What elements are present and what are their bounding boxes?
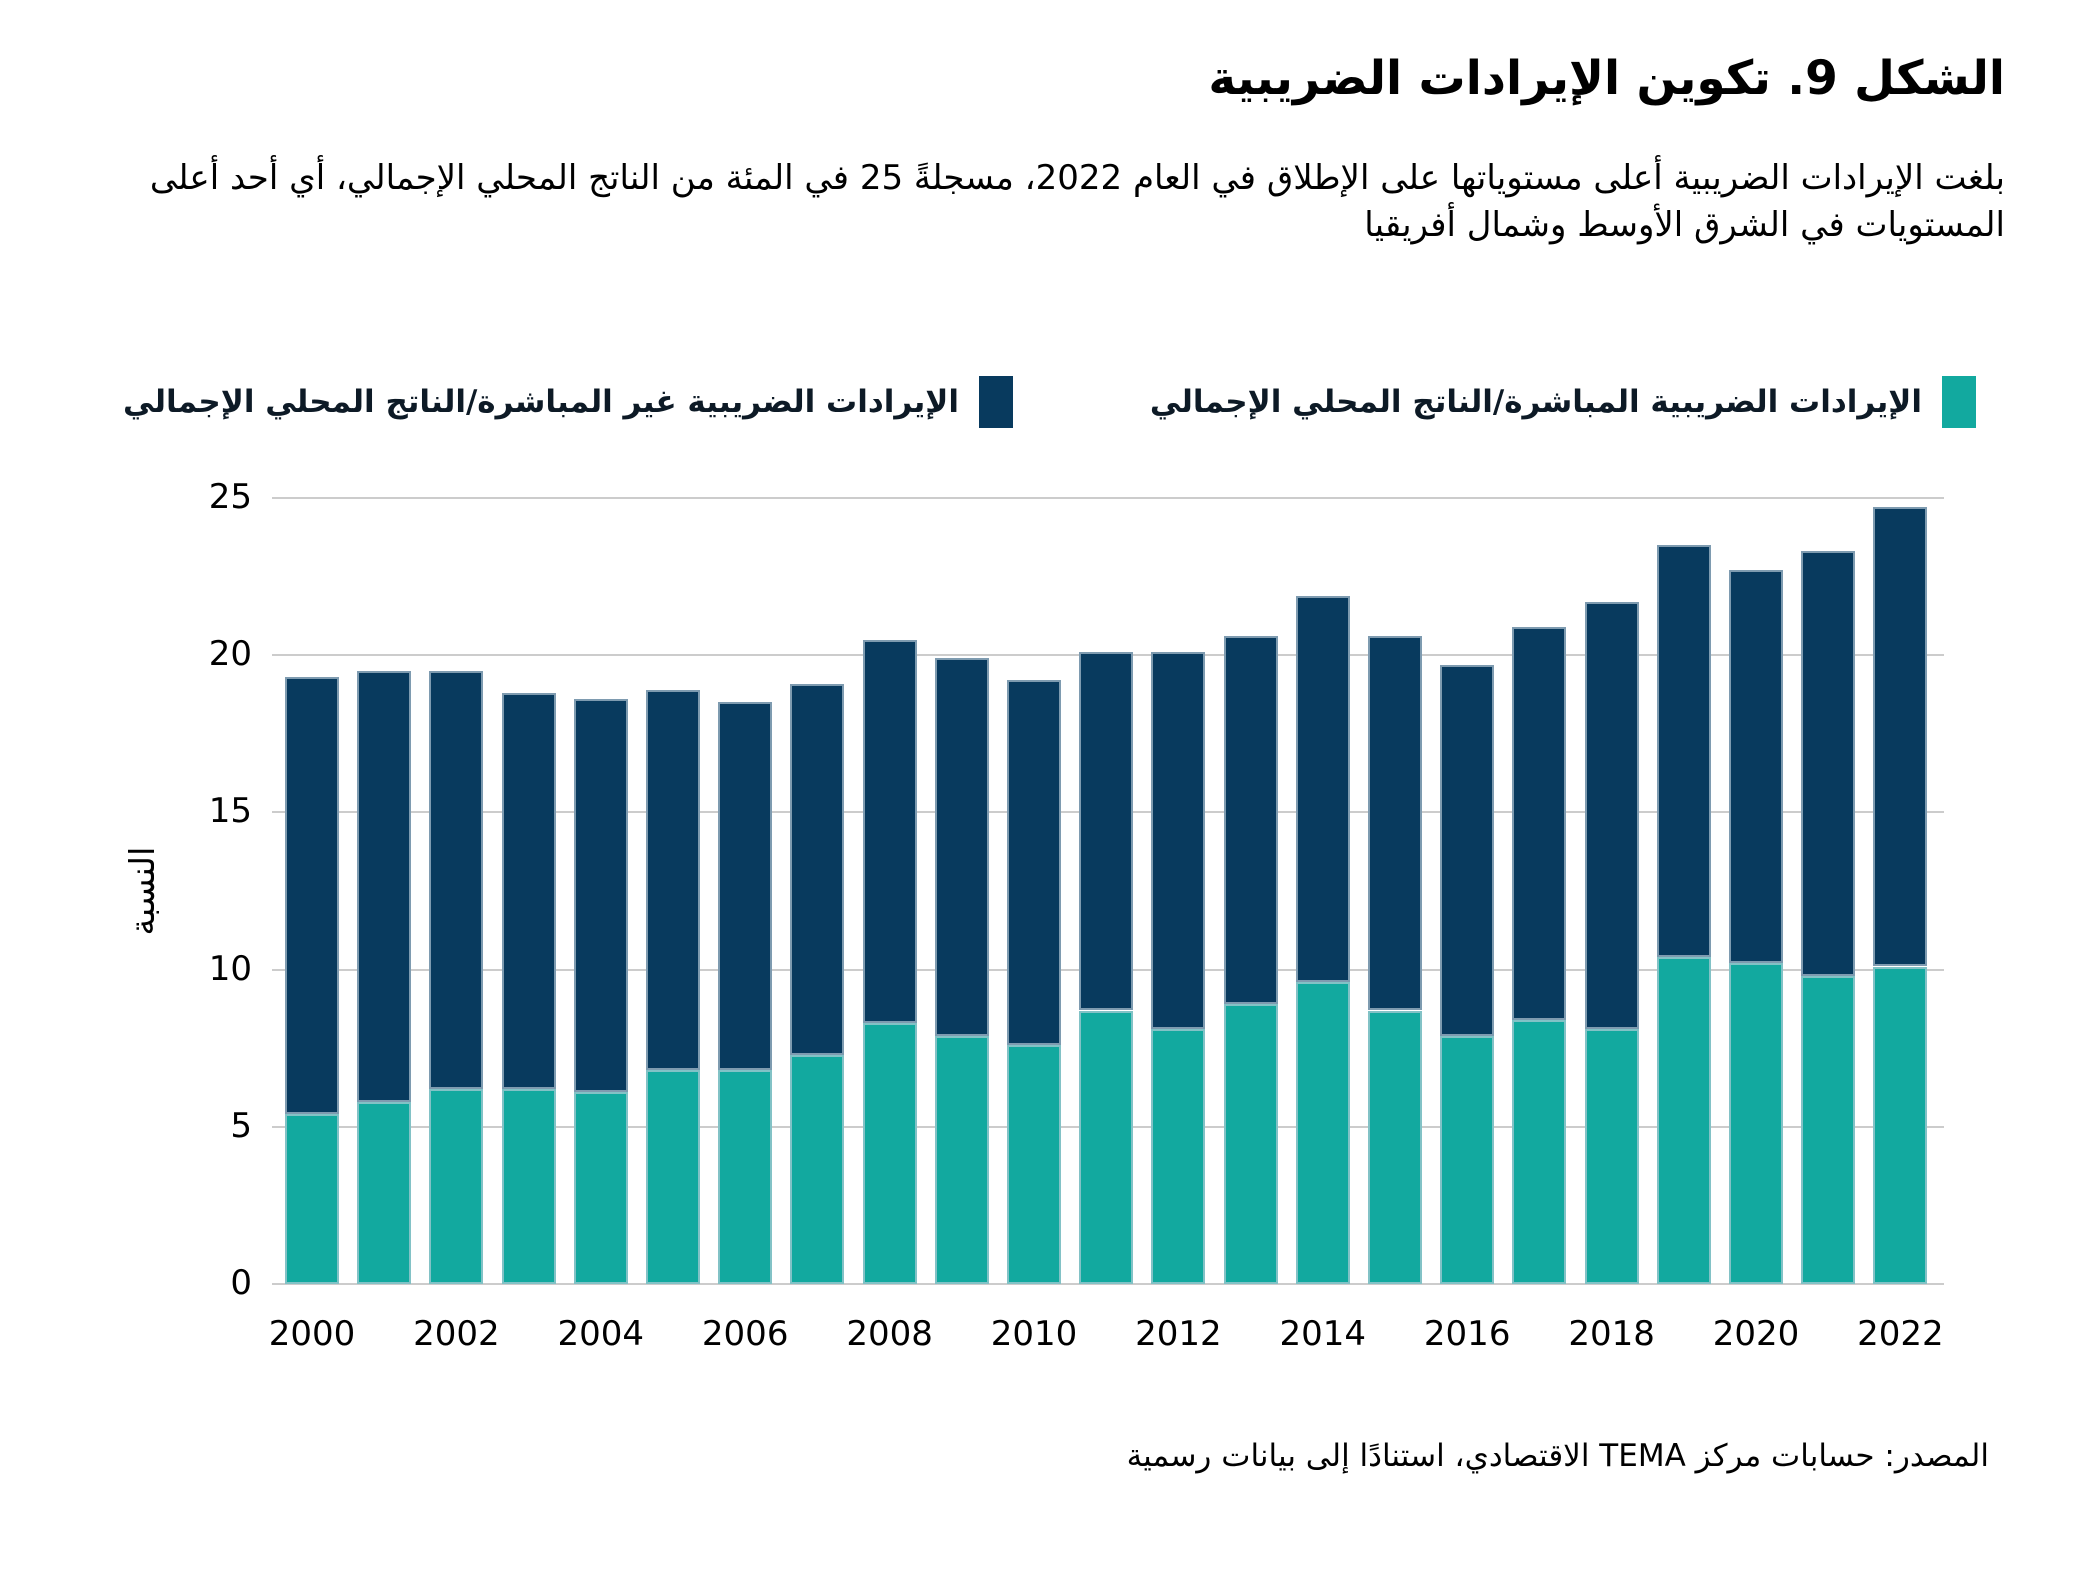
bar-indirect-segment bbox=[1873, 507, 1927, 966]
bar-direct-segment bbox=[1224, 1004, 1278, 1284]
bar-indirect-segment bbox=[1512, 627, 1566, 1020]
bar-indirect-segment bbox=[646, 690, 700, 1070]
source-note: المصدر: حسابات مركز TEMA الاقتصادي، استنادًا إلى بيانات رسمية bbox=[1126, 1438, 1989, 1474]
bar-indirect-segment bbox=[357, 671, 411, 1102]
x-tick-label: 2012 bbox=[1135, 1314, 1222, 1354]
bar-direct-segment bbox=[718, 1070, 772, 1284]
bar-direct-segment bbox=[1585, 1029, 1639, 1284]
bar-indirect-segment bbox=[1657, 545, 1711, 957]
bar-indirect-segment bbox=[1440, 665, 1494, 1036]
bar-direct-segment bbox=[574, 1092, 628, 1284]
x-tick-label: 2014 bbox=[1279, 1314, 1367, 1354]
bar-direct-segment bbox=[1873, 967, 1927, 1285]
figure-subtitle: بلغت الإيرادات الضريبية أعلى مستوياتها على الإطلاق في العام 2022، مسجلةً 25 في المئة من الناتج المحلي الإجمالي، أي أحد أعلى المستويات في الشرق الأوسط وشمال أفريقيا bbox=[149, 158, 2005, 245]
bar-direct-segment bbox=[1296, 982, 1350, 1284]
bar-direct-segment bbox=[1079, 1011, 1133, 1285]
bar-direct-segment bbox=[935, 1036, 989, 1284]
bar-direct-segment bbox=[357, 1102, 411, 1284]
bar-indirect-segment bbox=[1368, 636, 1422, 1010]
bar-indirect-segment bbox=[863, 640, 917, 1024]
gridline bbox=[272, 497, 1944, 499]
y-tick-label: 15 bbox=[208, 791, 252, 832]
y-tick-label: 10 bbox=[208, 948, 252, 989]
y-tick-label: 0 bbox=[230, 1263, 252, 1303]
bar-direct-segment bbox=[1657, 957, 1711, 1284]
x-tick-label: 2016 bbox=[1423, 1314, 1511, 1354]
bar-indirect-segment bbox=[790, 684, 844, 1055]
bar-indirect-segment bbox=[1151, 652, 1205, 1029]
bar-direct-segment bbox=[863, 1023, 917, 1284]
x-tick-label: 2018 bbox=[1568, 1314, 1655, 1354]
bar-indirect-segment bbox=[502, 693, 556, 1089]
bar-indirect-segment bbox=[1079, 652, 1133, 1010]
bar-direct-segment bbox=[502, 1089, 556, 1284]
bar-indirect-segment bbox=[1296, 596, 1350, 983]
legend-label-direct-tax: الإيرادات الضريبية المباشرة/الناتج المحلي الإجمالي bbox=[1149, 384, 1922, 420]
bar-direct-segment bbox=[1729, 963, 1783, 1284]
x-tick-label: 2006 bbox=[701, 1314, 789, 1354]
bar-direct-segment bbox=[790, 1055, 844, 1285]
bar-direct-segment bbox=[1151, 1029, 1205, 1284]
bar-indirect-segment bbox=[1801, 551, 1855, 975]
bar-direct-segment bbox=[1440, 1036, 1494, 1284]
y-axis-title: النسبة bbox=[123, 846, 163, 936]
y-tick-label: 5 bbox=[230, 1105, 252, 1146]
bar-direct-segment bbox=[1512, 1020, 1566, 1284]
x-tick-label: 2010 bbox=[990, 1314, 1078, 1354]
bar-direct-segment bbox=[1368, 1011, 1422, 1285]
bar-indirect-segment bbox=[285, 677, 339, 1114]
x-tick-label: 2020 bbox=[1712, 1314, 1800, 1354]
x-tick-label: 2002 bbox=[413, 1314, 500, 1354]
y-tick-label: 20 bbox=[208, 634, 252, 675]
x-tick-label: 2004 bbox=[557, 1314, 645, 1354]
bar-direct-segment bbox=[1801, 976, 1855, 1284]
figure-title: الشكل 9. تكوين الإيرادات الضريبية bbox=[1208, 51, 2005, 106]
bar-direct-segment bbox=[1007, 1045, 1061, 1284]
bar-indirect-segment bbox=[935, 658, 989, 1035]
bar-indirect-segment bbox=[1007, 680, 1061, 1045]
x-tick-label: 2022 bbox=[1857, 1314, 1944, 1354]
x-tick-label: 2008 bbox=[846, 1314, 933, 1354]
bar-indirect-segment bbox=[574, 699, 628, 1092]
bar-indirect-segment bbox=[1224, 636, 1278, 1004]
bar-indirect-segment bbox=[718, 702, 772, 1070]
y-tick-label: 25 bbox=[208, 477, 252, 517]
bar-direct-segment bbox=[285, 1114, 339, 1284]
legend-label-indirect-tax: الإيرادات الضريبية غير المباشرة/الناتج المحلي الإجمالي bbox=[122, 384, 959, 420]
x-tick-label: 2000 bbox=[268, 1314, 356, 1354]
bar-indirect-segment bbox=[429, 671, 483, 1089]
bar-direct-segment bbox=[646, 1070, 700, 1284]
bar-indirect-segment bbox=[1585, 602, 1639, 1030]
bar-direct-segment bbox=[429, 1089, 483, 1284]
bar-indirect-segment bbox=[1729, 570, 1783, 963]
